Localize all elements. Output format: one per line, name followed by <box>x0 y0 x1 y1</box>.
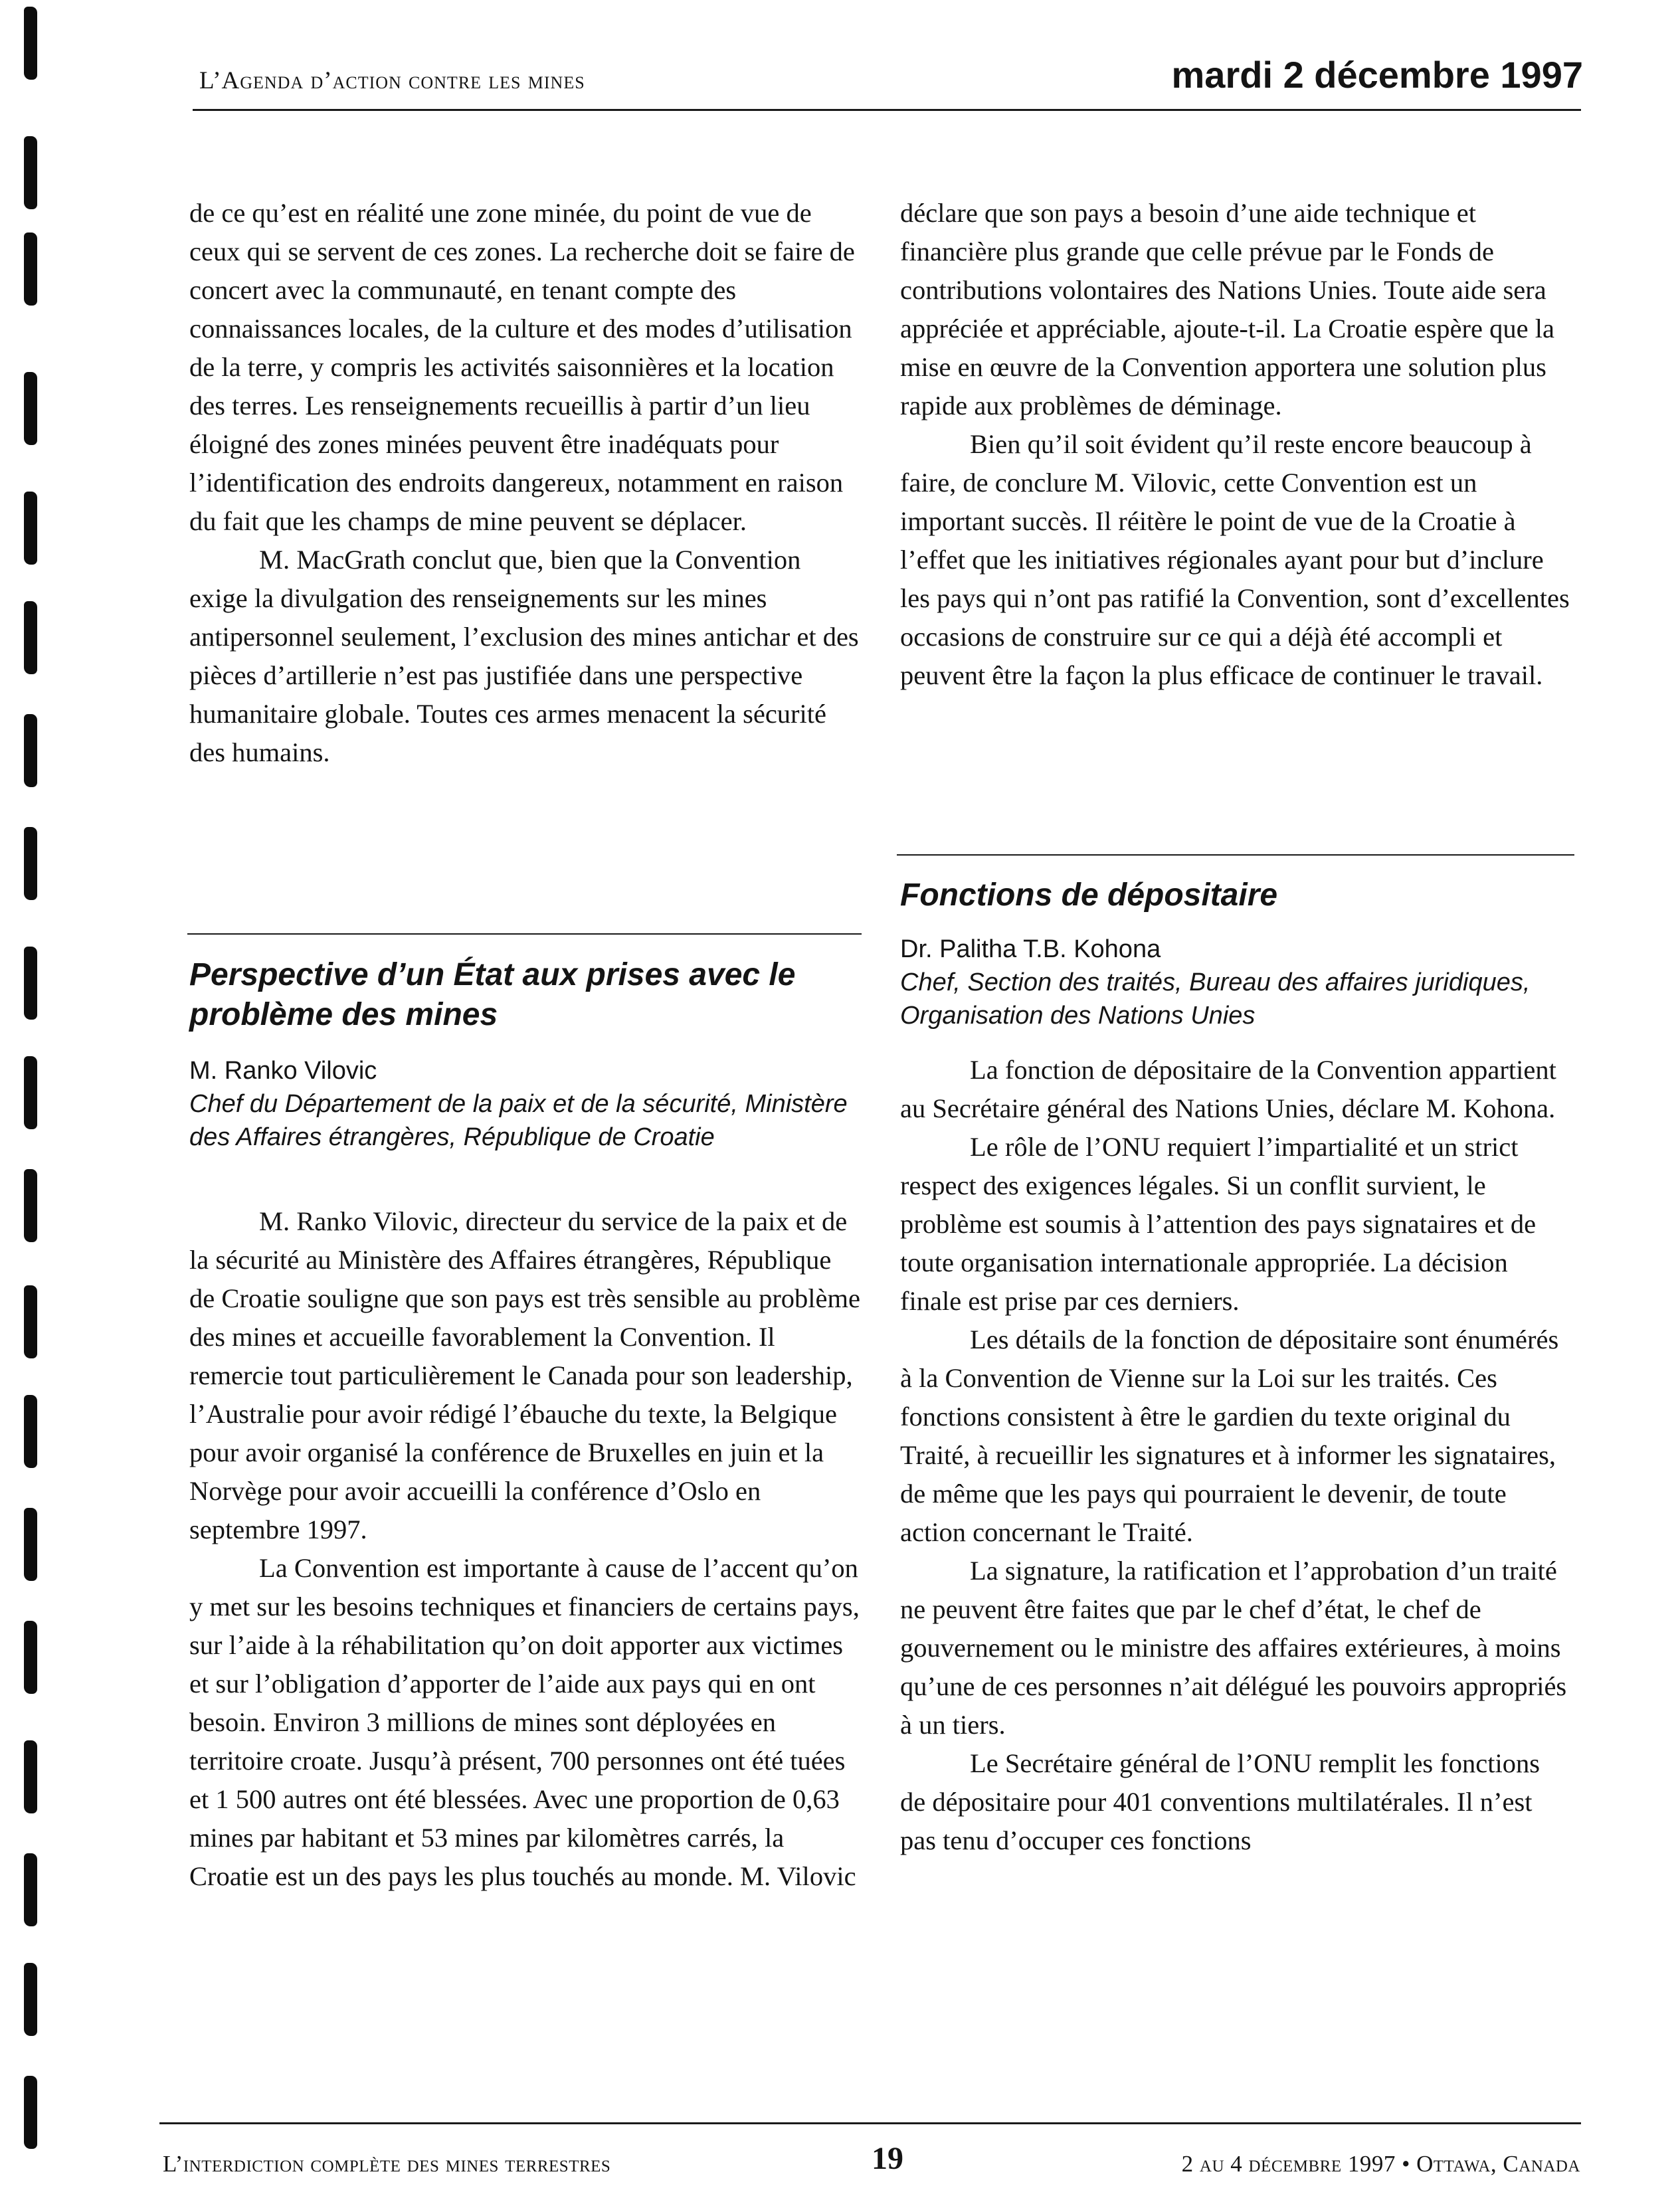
binder-hole <box>24 232 37 306</box>
section-divider <box>187 933 862 935</box>
speaker-name: Dr. Palitha T.B. Kohona <box>900 935 1161 963</box>
binder-hole <box>24 2076 37 2149</box>
binder-hole <box>24 714 37 787</box>
speaker-role: Chef du Département de la paix et de la sécurité, Ministère des Affaires étrangères, République de Croatie <box>189 1090 848 1151</box>
header-rule <box>193 109 1581 111</box>
speaker-name: M. Ranko Vilovic <box>189 1057 377 1085</box>
section-divider <box>897 854 1574 856</box>
right-column-body <box>900 1051 1571 1860</box>
left-column-body <box>189 1202 860 1896</box>
left-column-intro <box>189 194 860 772</box>
binder-hole <box>24 136 37 209</box>
binder-holes <box>17 0 44 2206</box>
paragraph: M. Ranko Vilovic, directeur du service de la paix et de la sécurité au Ministère des Affaires étrangères, République de Croatie souligne que son pays est très sensible au problème des mines et accueille favorablement la Convention. Il remercie tout particulièrement le Canada pour son leadership, l’Australie pour avoir rédigé l’ébauche du texte, la Belgique pour avoir organisé la conférence de Bruxelles en juin et la Norvège pour avoir accueilli la conférence d’Oslo en septembre 1997. <box>189 1206 861 1544</box>
paragraph: Le rôle de l’ONU requiert l’impartialité et un strict respect des exigences légales. Si un conflit survient, le problème est soumis à l’attention des pays signataires et de toute organisation internationale appropriée. La décision finale est prise par ces derniers. <box>900 1132 1537 1316</box>
running-header-title: L’Agenda d’action contre les mines <box>199 67 585 94</box>
binder-hole <box>24 827 37 900</box>
speaker-byline <box>189 1054 860 1154</box>
right-column-intro <box>900 194 1571 695</box>
paragraph: de ce qu’est en réalité une zone minée, du point de vue de ceux qui se servent de ces zones. La recherche doit se faire de concert avec la communauté, en tenant compte des connaissances locales, de la culture et des modes d’utilisation de la terre, y compris les activités saisonnières et la location des terres. Les renseignements recueillis à partir d’un lieu éloigné des zones minées peuvent être inadéquats pour l’identification des endroits dangereux, notamment en raison du fait que les champs de mine peuvent se déplacer. <box>189 198 855 536</box>
page-number: 19 <box>872 2141 903 2176</box>
running-header-date: mardi 2 décembre 1997 <box>1171 54 1583 96</box>
paragraph: Le Secrétaire général de l’ONU remplit les fonctions de dépositaire pour 401 conventions multilatérales. Il n’est pas tenu d’occuper ces fonctions <box>900 1748 1540 1855</box>
section-title: Fonctions de dépositaire <box>900 877 1278 913</box>
binder-hole <box>24 1285 37 1358</box>
binder-hole <box>24 1621 37 1694</box>
footer-rule <box>159 2122 1581 2124</box>
binder-hole <box>24 1508 37 1581</box>
binder-hole <box>24 1169 37 1242</box>
paragraph: La signature, la ratification et l’approbation d’un traité ne peuvent être faites que par le chef d’état, le chef de gouvernement ou le ministre des affaires extérieures, à moins qu’une de ces personnes n’ait délégué les pouvoirs appropriés à un tiers. <box>900 1556 1567 1740</box>
paragraph: Bien qu’il soit évident qu’il reste encore beaucoup à faire, de conclure M. Vilovic, cette Convention est un important succès. Il réitère le point de vue de la Croatie à l’effet que les initiatives régionales ayant pour but d’inclure les pays qui n’ont pas ratifié la Convention, sont d’excellentes occasions de construire sur ce qui a déjà été accompli et peuvent être la façon la plus efficace de continuer le travail. <box>900 429 1570 690</box>
paragraph: Les détails de la fonction de dépositaire sont énumérés à la Convention de Vienne sur la Loi sur les traités. Ces fonctions consistent à être le gardien du texte original du Traité, à recueillir les signatures et à informer les signataires, de même que les pays qui pourraient le devenir, de toute action concernant le Traité. <box>900 1325 1559 1547</box>
binder-hole <box>24 492 37 565</box>
binder-hole <box>24 1963 37 2036</box>
binder-hole <box>24 947 37 1020</box>
running-footer-event: 2 au 4 décembre 1997 • Ottawa, Canada <box>1181 2151 1580 2177</box>
binder-hole <box>24 1740 37 1813</box>
binder-hole <box>24 7 37 80</box>
binder-hole <box>24 372 37 445</box>
paragraph: déclare que son pays a besoin d’une aide technique et financière plus grande que celle prévue par le Fonds de contributions volontaires des Nations Unies. Toute aide sera appréciée et appréciable, ajoute-t-il. La Croatie espère que la mise en œuvre de la Convention apportera une solution plus rapide aux problèmes de déminage. <box>900 198 1554 420</box>
running-footer-title: L’interdiction complète des mines terrestres <box>163 2151 611 2177</box>
paragraph: La fonction de dépositaire de la Convention appartient au Secrétaire général des Nations Unies, déclare M. Kohona. <box>900 1055 1556 1123</box>
speaker-byline <box>900 933 1571 1032</box>
paragraph: M. MacGrath conclut que, bien que la Convention exige la divulgation des renseignements sur les mines antipersonnel seulement, l’exclusion des mines antichar et des pièces d’artillerie n’est pas justifiée dans une perspective humanitaire globale. Toutes ces armes menacent la sécurité des humains. <box>189 545 859 767</box>
speaker-role: Chef, Section des traités, Bureau des affaires juridiques, Organisation des Nations Unies <box>900 968 1531 1030</box>
binder-hole <box>24 1853 37 1926</box>
binder-hole <box>24 1056 37 1129</box>
paragraph: La Convention est importante à cause de l’accent qu’on y met sur les besoins techniques et financiers de certains pays, sur l’aide à la réhabilitation qu’on doit apporter aux victimes et sur l’obligation d’apporter de l’aide aux pays qui en ont besoin. Environ 3 millions de mines sont déployées en territoire croate. Jusqu’à présent, 700 personnes ont été tuées et 1 500 autres ont été blessées. Avec une proportion de 0,63 mines par habitant et 53 mines par kilomètres carrés, la Croatie est un des pays les plus touchés au monde. M. Vilovic <box>189 1553 860 1891</box>
binder-hole <box>24 601 37 674</box>
section-title: Perspective d’un État aux prises avec le problème des mines <box>189 957 796 1032</box>
binder-hole <box>24 1395 37 1468</box>
